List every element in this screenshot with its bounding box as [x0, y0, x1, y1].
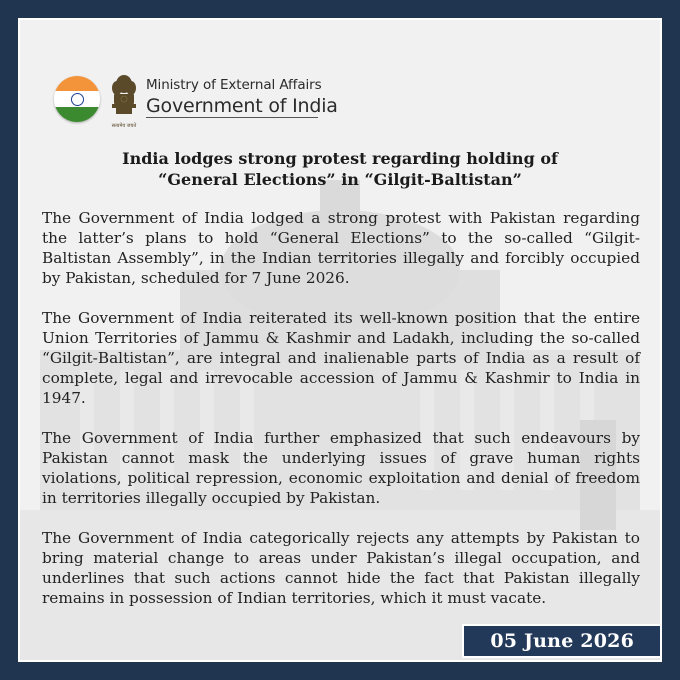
title-line-1: India lodges strong protest regarding holding of [122, 149, 558, 168]
paragraph-1: The Government of India lodged a strong protest with Pakistan regarding the latter’s plans to hold “General Elections” to the so-called “Gilgit-Baltistan Assembly”, in the Indian territories illegally and forcibly occupied by Pakistan, scheduled for 7 June 2026. [42, 209, 640, 287]
motto-text: सत्यमेव जयते [111, 123, 137, 129]
press-release-card [18, 18, 662, 662]
paragraph-4: The Government of India categorically rejects any attempts by Pakistan to bring material change to areas under Pakistan’s illegal occupation, and underlines that such actions cannot hide the fact that Pakistan illegally remains in possession of Indian territories, which it must vacate. [42, 529, 640, 607]
paragraph-3: The Government of India further emphasized that such endeavours by Pakistan cannot mask the underlying issues of grave human rights violations, political repression, economic exploitation and denial of freedom in territories illegally occupied by Pakistan. [42, 429, 640, 507]
indian-flag-icon [54, 76, 100, 122]
paragraph-2: The Government of India reiterated its well-known position that the entire Union Territories of Jammu & Kashmir and Ladakh, including the so-called “Gilgit-Baltistan”, are integral and inalienable parts of India as a result of complete, legal and irrevocable accession of Jammu & Kashmir to India in 1947. [42, 309, 640, 407]
press-release-body [42, 208, 640, 628]
press-release-title [20, 148, 660, 190]
mea-logo [54, 72, 354, 136]
ministry-name: Ministry of External Affairs [146, 77, 322, 93]
date-badge: 05 June 2026 [462, 624, 662, 658]
ministry-wordmark [146, 77, 338, 118]
title-line-2: “General Elections” in “Gilgit-Baltistan” [158, 170, 522, 189]
logo-underline [146, 117, 318, 118]
state-emblem-icon [108, 72, 140, 132]
government-name: Government of India [146, 95, 338, 117]
